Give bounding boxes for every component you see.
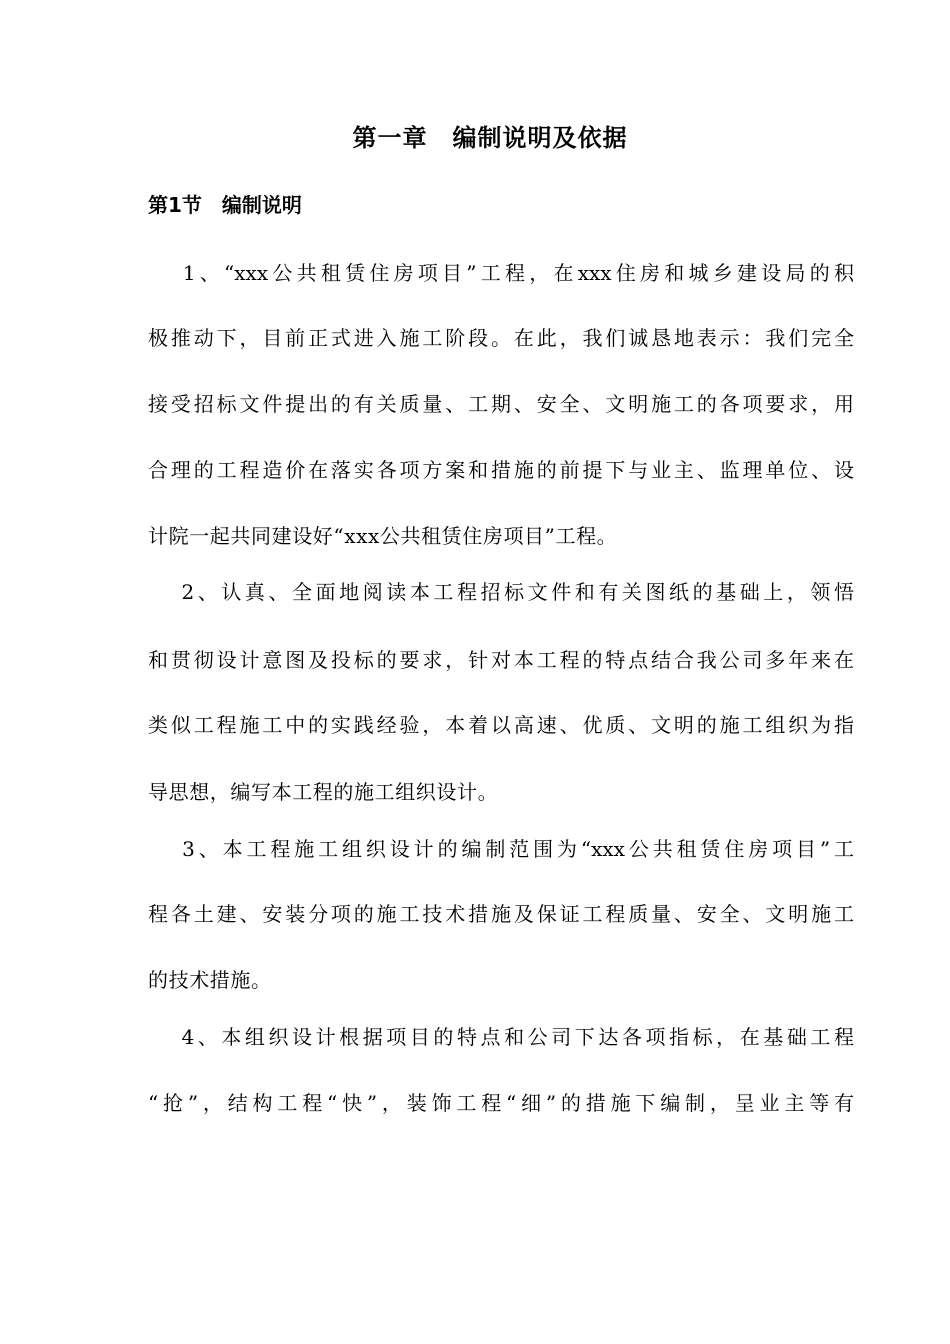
chapter-title: 第一章 编制说明及依据 [352, 124, 628, 152]
paragraph-line: 极推动下，目前正式进入施工阶段。在此，我们诚恳地表示：我们完全 [148, 326, 854, 350]
paragraph-line: 计院一起共同建设好“xxx公共租赁住房项目”工程。 [148, 524, 618, 548]
paragraph-line: 接受招标文件提出的有关质量、工期、安全、文明施工的各项要求，用 [148, 392, 854, 416]
paragraph-line: 导思想，编写本工程的施工组织设计。 [148, 780, 499, 804]
paragraph-line: 1、“xxx公共租赁住房项目”工程，在xxx住房和城乡建设局的积 [148, 261, 854, 285]
section-title: 第1节 编制说明 [148, 193, 302, 217]
paragraph-line: 和贯彻设计意图及投标的要求，针对本工程的特点结合我公司多年来在 [148, 648, 854, 672]
paragraph-line: 4、本组织设计根据项目的特点和公司下达各项指标，在基础工程 [148, 1025, 854, 1049]
paragraph-line: “抢”，结构工程“快”，装饰工程“细”的措施下编制，呈业主等有 [148, 1091, 854, 1115]
paragraph-line: 类似工程施工中的实践经验，本着以高速、优质、文明的施工组织为指 [148, 713, 854, 737]
paragraph-line: 程各土建、安装分项的施工技术措施及保证工程质量、安全、文明施工 [148, 902, 854, 926]
paragraph-line: 2、认真、全面地阅读本工程招标文件和有关图纸的基础上，领悟 [148, 580, 854, 604]
paragraph-line: 的技术措施。 [148, 968, 272, 992]
paragraph-line: 3、本工程施工组织设计的编制范围为“xxx公共租赁住房项目”工 [148, 837, 854, 861]
paragraph-line: 合理的工程造价在落实各项方案和措施的前提下与业主、监理单位、设 [148, 458, 854, 482]
